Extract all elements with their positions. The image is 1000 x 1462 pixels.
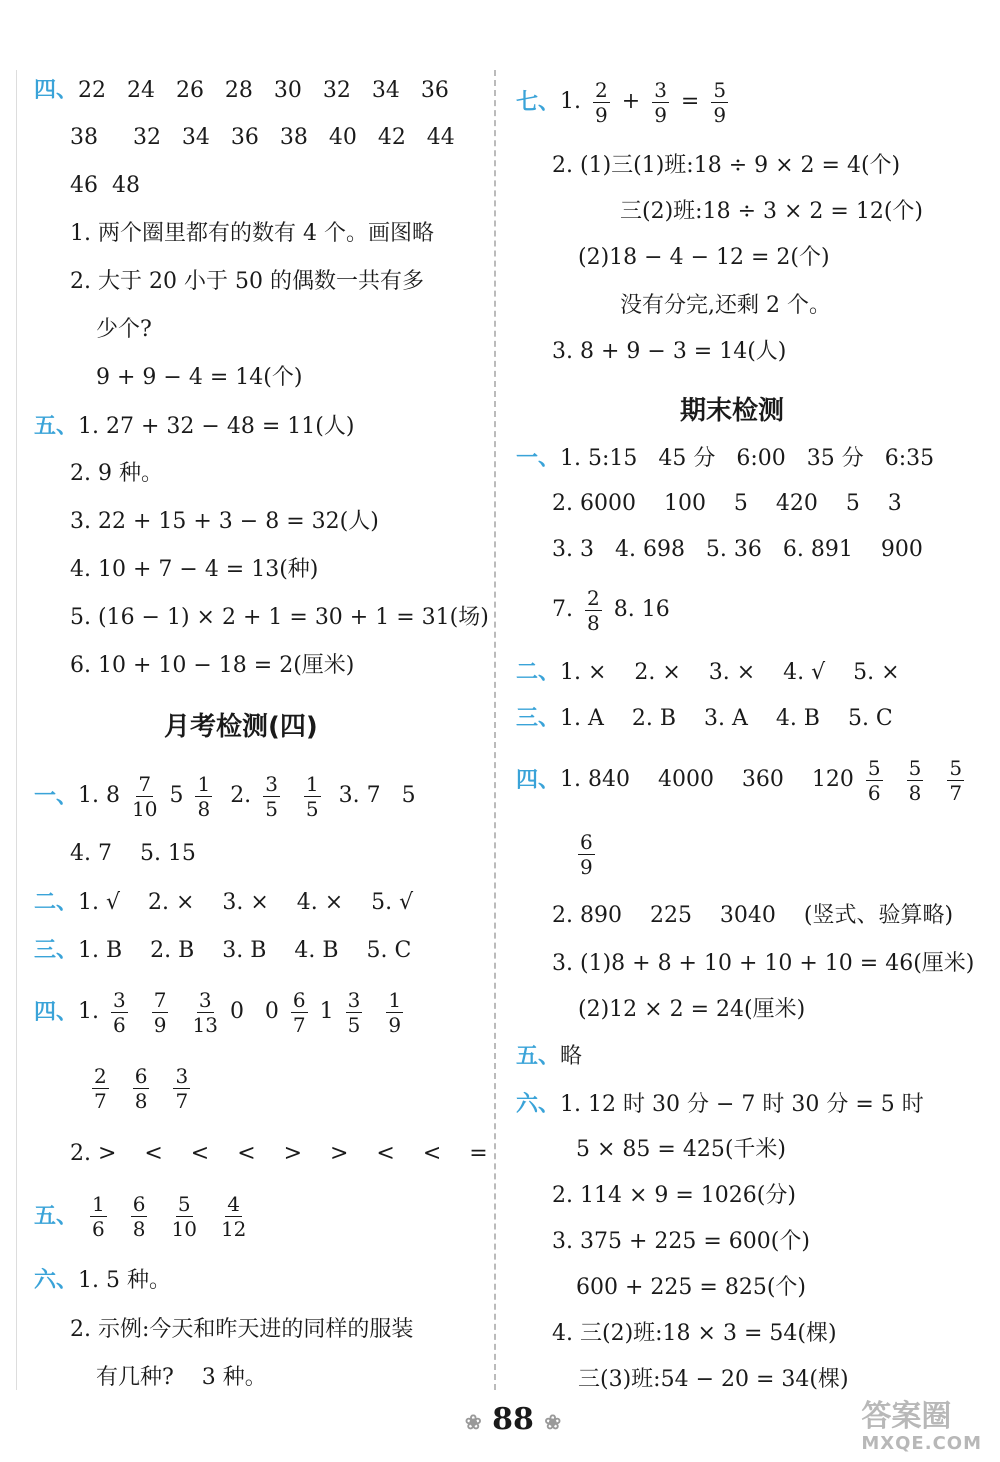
s5-q5: 5. (16 − 1) × 2 + 1 = 30 + 1 = 31(场) — [70, 605, 489, 630]
f1-q1: 1. 5:15 45 分 6:00 35 分 6:35 — [560, 446, 935, 471]
fraction: $\frac{1}{8}$ — [197, 771, 211, 821]
m4-q1: 1. — [78, 999, 100, 1024]
fraction: $\frac{5}{9}$ — [713, 77, 727, 127]
f6-q4a: 4. 三(2)班:18 × 3 = 54(棵) — [552, 1321, 837, 1346]
m2-text: 1. √ 2. × 3. × 4. × 5. √ — [78, 890, 414, 915]
heading-final-test: 期末检测 — [680, 396, 785, 426]
page-number — [458, 1402, 568, 1437]
fraction: $\frac{3}{9}$ — [654, 77, 667, 127]
fraction: $\frac{1}{9}$ — [388, 987, 402, 1037]
s5-q2: 2. 9 种。 — [70, 461, 163, 486]
fraction: $\frac{3}{5}$ — [347, 987, 361, 1037]
m2-label: 二、 — [34, 889, 79, 915]
fraction: $\frac{7}{9}$ — [153, 987, 167, 1037]
s7-q3: 3. 8 + 9 − 3 = 14(人) — [552, 339, 787, 364]
f4-q1: 1. 840 4000 360 120 — [560, 767, 854, 792]
left-margin-rule — [16, 70, 17, 1390]
fraction: $\frac{6}{7}$ — [292, 987, 306, 1037]
fraction: $\frac{3}{13}$ — [192, 987, 218, 1037]
fraction: $\frac{6}{9}$ — [580, 829, 593, 879]
m1-q3: 3. 7 5 — [338, 783, 416, 808]
f6-q3b: 600 + 225 = 825(个) — [576, 1275, 806, 1300]
s4-row3: 46 48 — [70, 173, 140, 198]
m1-label: 一、 — [34, 783, 79, 809]
f6-q4b: 三(3)班:54 − 20 = 34(棵) — [578, 1367, 849, 1392]
fraction: $\frac{2}{8}$ — [587, 585, 600, 635]
fraction: $\frac{5}{7}$ — [949, 755, 963, 805]
m4-q2: 2. > < < < > > < < = — [70, 1141, 488, 1166]
m6-q2a: 2. 示例:今天和昨天进的同样的服装 — [70, 1317, 414, 1342]
s7-label: 七、 — [516, 89, 561, 115]
f6-q3a: 3. 375 + 225 = 600(个) — [552, 1229, 810, 1254]
fraction: $\frac{2}{9}$ — [595, 77, 608, 127]
s4-q1: 1. 两个圈里都有的数有 4 个。画图略 — [70, 221, 434, 246]
s7-q2d: 没有分完,还剩 2 个。 — [620, 293, 831, 318]
f6-q2: 2. 114 × 9 = 1026(分) — [552, 1183, 796, 1208]
s4-q2b: 少个? — [96, 317, 152, 342]
m1-pre: 1. 8 — [78, 783, 120, 808]
watermark-top: 答案圈 — [861, 1399, 952, 1434]
fraction: $\frac{3}{5}$ — [265, 771, 278, 821]
watermark — [861, 1400, 982, 1454]
f1-q3: 3. 3 4. 698 5. 36 6. 891 900 — [552, 537, 923, 562]
fraction: $\frac{4}{12}$ — [220, 1191, 247, 1241]
m3-text: 1. B 2. B 3. B 4. B 5. C — [78, 938, 412, 963]
fraction: $\frac{2}{7}$ — [94, 1063, 107, 1113]
m5-label: 五、 — [34, 1203, 79, 1229]
s5-q4: 4. 10 + 7 − 4 = 13(种) — [70, 557, 319, 582]
s4-row2: 38 32 34 36 38 40 42 44 — [70, 125, 455, 150]
s5-q3: 3. 22 + 15 + 3 − 8 = 32(人) — [70, 509, 379, 534]
section-4-label: 四、 — [34, 77, 79, 103]
fraction: $\frac{7}{10}$ — [132, 771, 158, 821]
f6-label: 六、 — [516, 1091, 561, 1117]
f4-q3a: 3. (1)8 + 8 + 10 + 10 + 10 = 46(厘米) — [552, 951, 975, 976]
f1-q7: 7. — [552, 597, 573, 622]
f2-label: 二、 — [516, 659, 561, 685]
m3-label: 三、 — [34, 937, 79, 963]
f1-q8: 8. 16 — [613, 597, 670, 622]
f1-label: 一、 — [516, 445, 561, 471]
fraction: $\frac{6}{8}$ — [134, 1063, 148, 1113]
f2-text: 1. × 2. × 3. × 4. √ 5. × — [560, 660, 900, 685]
f3-text: 1. A 2. B 3. A 4. B 5. C — [560, 706, 893, 731]
flourish-right-icon: ❀ — [544, 1410, 562, 1434]
m6-q1: 1. 5 种。 — [78, 1268, 171, 1293]
fraction: $\frac{3}{6}$ — [113, 987, 126, 1037]
m4-zeros: 0 0 — [229, 999, 279, 1024]
s7-q2a: 2. (1)三(1)班:18 ÷ 9 × 2 = 4(个) — [552, 153, 901, 178]
f5-label: 五、 — [516, 1043, 561, 1069]
m6-label: 六、 — [34, 1267, 79, 1293]
m6-q2b: 有几种? 3 种。 — [96, 1365, 267, 1390]
section-5-label: 五、 — [34, 413, 79, 439]
fraction: $\frac{5}{8}$ — [908, 755, 922, 805]
s7-q2b: 三(2)班:18 ÷ 3 × 2 = 12(个) — [620, 199, 923, 224]
s7-q2c: (2)18 − 4 − 12 = 2(个) — [578, 245, 830, 270]
m1-row2: 4. 7 5. 15 — [70, 841, 196, 866]
f3-label: 三、 — [516, 705, 561, 731]
fraction: $\frac{5}{6}$ — [867, 755, 881, 805]
m4-label: 四、 — [34, 999, 79, 1025]
fraction: $\frac{1}{6}$ — [92, 1191, 105, 1241]
equals-sign: = — [680, 89, 700, 114]
fraction: $\frac{1}{5}$ — [305, 771, 319, 821]
flourish-left-icon: ❀ — [464, 1410, 482, 1434]
f4-q3b: (2)12 × 2 = 24(厘米) — [578, 997, 806, 1022]
column-divider — [494, 70, 496, 1390]
f4-q2: 2. 890 225 3040 (竖式、验算略) — [552, 903, 954, 928]
m1-q2: 2. — [230, 783, 252, 808]
fraction: $\frac{6}{8}$ — [132, 1191, 146, 1241]
s4-q2a: 2. 大于 20 小于 50 的偶数一共有多 — [70, 269, 424, 294]
page-number-text: 88 — [492, 1402, 534, 1437]
fraction: $\frac{5}{10}$ — [171, 1191, 197, 1241]
s7-q1: 1. — [560, 89, 582, 114]
f1-q2: 2. 6000 100 5 420 5 3 — [552, 491, 902, 516]
f6-q1b: 5 × 85 = 425(千米) — [576, 1137, 786, 1162]
s4-q2c: 9 + 9 − 4 = 14(个) — [96, 365, 303, 390]
plus-sign: + — [621, 89, 641, 114]
watermark-bottom: MXQE.COM — [861, 1433, 982, 1454]
fraction: $\frac{3}{7}$ — [175, 1063, 189, 1113]
s5-q1: 1. 27 + 32 − 48 = 11(人) — [78, 414, 355, 439]
m4-one: 1 — [319, 999, 334, 1024]
heading-monthly-test-4: 月考检测(四) — [164, 712, 318, 742]
f4-label: 四、 — [516, 767, 561, 793]
f6-q1a: 1. 12 时 30 分 − 7 时 30 分 = 5 时 — [560, 1092, 924, 1117]
s4-row1: 22 24 26 28 30 32 34 36 — [78, 78, 449, 103]
m1-mid: 5 — [169, 783, 184, 808]
f5-text: 略 — [560, 1044, 583, 1069]
s5-q6: 6. 10 + 10 − 18 = 2(厘米) — [70, 653, 355, 678]
